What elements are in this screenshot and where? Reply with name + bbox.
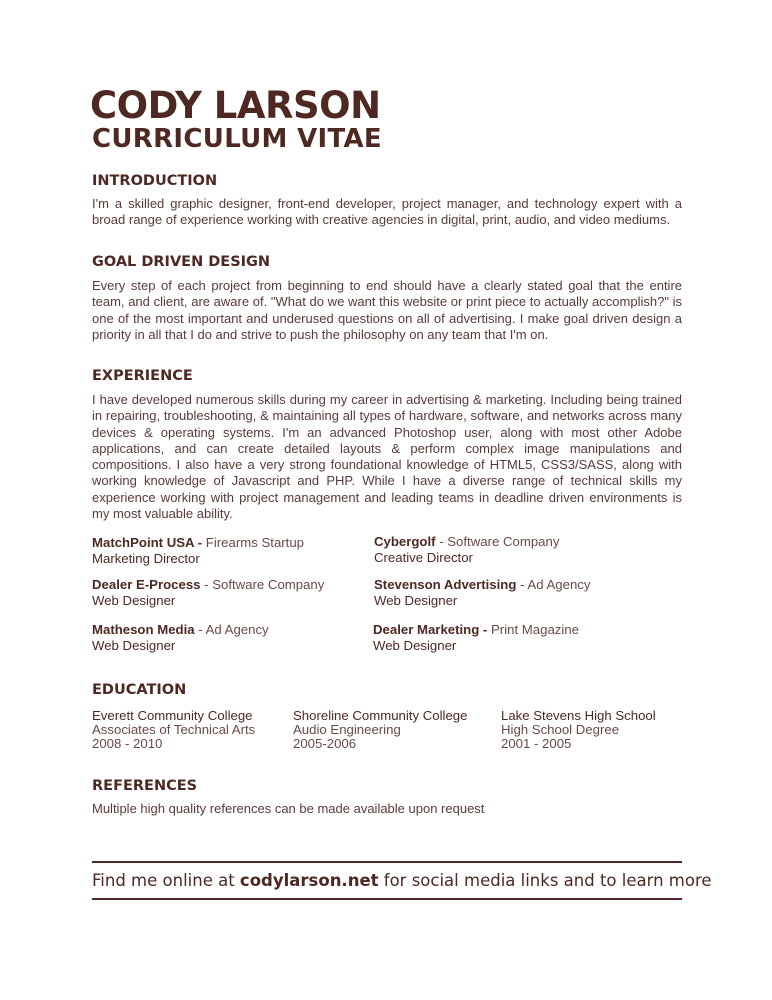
references-heading: REFERENCES bbox=[92, 778, 198, 794]
job-role: Web Designer bbox=[374, 593, 458, 608]
footer-text bbox=[92, 870, 712, 892]
job-entry bbox=[373, 622, 579, 654]
education-heading: EDUCATION bbox=[92, 682, 187, 698]
job-role: Marketing Director bbox=[92, 551, 200, 566]
introduction-text: I'm a skilled graphic designer, front-end developer, project manager, and technology expert with a broad range of experience working with creative agencies in digital, print, audio, and video mediums. bbox=[92, 196, 682, 228]
school-degree: Associates of Technical Arts bbox=[92, 722, 256, 737]
school-years: 2008 - 2010 bbox=[92, 736, 163, 751]
job-company: Stevenson Advertising bbox=[374, 577, 517, 592]
job-role: Web Designer bbox=[92, 593, 176, 608]
job-company: Dealer Marketing - bbox=[373, 622, 488, 637]
job-role: Web Designer bbox=[92, 638, 176, 653]
candidate-name: CODY LARSON bbox=[90, 84, 381, 127]
footer-prefix: Find me online at bbox=[92, 871, 240, 890]
document-subtitle: CURRICULUM VITAE bbox=[92, 124, 382, 154]
job-entry bbox=[92, 535, 304, 567]
school-name: Lake Stevens High School bbox=[501, 708, 656, 723]
job-role: Creative Director bbox=[374, 550, 473, 565]
job-type: - Software Company bbox=[435, 534, 560, 549]
job-entry bbox=[92, 577, 324, 609]
footer-suffix: for social media links and to learn more bbox=[378, 871, 712, 890]
job-type: - Ad Agency bbox=[516, 577, 591, 592]
job-entry bbox=[92, 622, 269, 654]
goal-heading: GOAL DRIVEN DESIGN bbox=[92, 254, 271, 270]
job-company: Matheson Media bbox=[92, 622, 195, 637]
job-company: MatchPoint USA - bbox=[92, 535, 203, 550]
job-type: Print Magazine bbox=[487, 622, 579, 637]
job-entry bbox=[374, 534, 559, 566]
footer-bottom-rule bbox=[92, 898, 682, 900]
experience-heading: EXPERIENCE bbox=[92, 368, 193, 384]
job-company: Cybergolf bbox=[374, 534, 436, 549]
school-years: 2001 - 2005 bbox=[501, 736, 572, 751]
job-type: Firearms Startup bbox=[202, 535, 305, 550]
school-name: Shoreline Community College bbox=[293, 708, 468, 723]
job-type: - Ad Agency bbox=[194, 622, 269, 637]
introduction-heading: INTRODUCTION bbox=[92, 173, 218, 189]
education-entry bbox=[92, 709, 255, 751]
school-name: Everett Community College bbox=[92, 708, 253, 723]
experience-text: I have developed numerous skills during my career in advertising & marketing. Including being trained in repairing, troubleshooting, & maintaining all types of hardware, software, and networks across many devices & operating systems. I'm an advanced Photoshop user, along with most other Adobe applications, and can create detailed layouts & perform complex image manipulations and compositions. I also have a very strong foundational knowledge of HTML5, CSS3/SASS, along with working knowledge of Javascript and PHP. While I have a diverse range of technical skills my experience working with project management and leading teams in deadline driven environments is my most valuable ability. bbox=[92, 392, 682, 522]
website-link[interactable]: codylarson.net bbox=[239, 871, 379, 890]
references-text: Multiple high quality references can be made available upon request bbox=[92, 801, 485, 816]
job-type: - Software Company bbox=[200, 577, 325, 592]
education-entry bbox=[293, 709, 467, 751]
footer-top-rule bbox=[92, 861, 682, 863]
school-degree: High School Degree bbox=[501, 722, 620, 737]
job-company: Dealer E-Process bbox=[92, 577, 201, 592]
job-entry bbox=[374, 577, 590, 609]
job-role: Web Designer bbox=[373, 638, 457, 653]
education-entry bbox=[501, 709, 656, 751]
goal-text: Every step of each project from beginning to end should have a clearly stated goal that the entire team, and client, are aware of. "What do we want this website or print piece to actually accomplish?" is one of the most important and underused questions on all of advertising. I make goal driven design a priority in all that I do and strive to push the philosophy on any team that I'm on. bbox=[92, 278, 682, 342]
school-years: 2005-2006 bbox=[293, 736, 357, 751]
school-degree: Audio Engineering bbox=[293, 722, 401, 737]
